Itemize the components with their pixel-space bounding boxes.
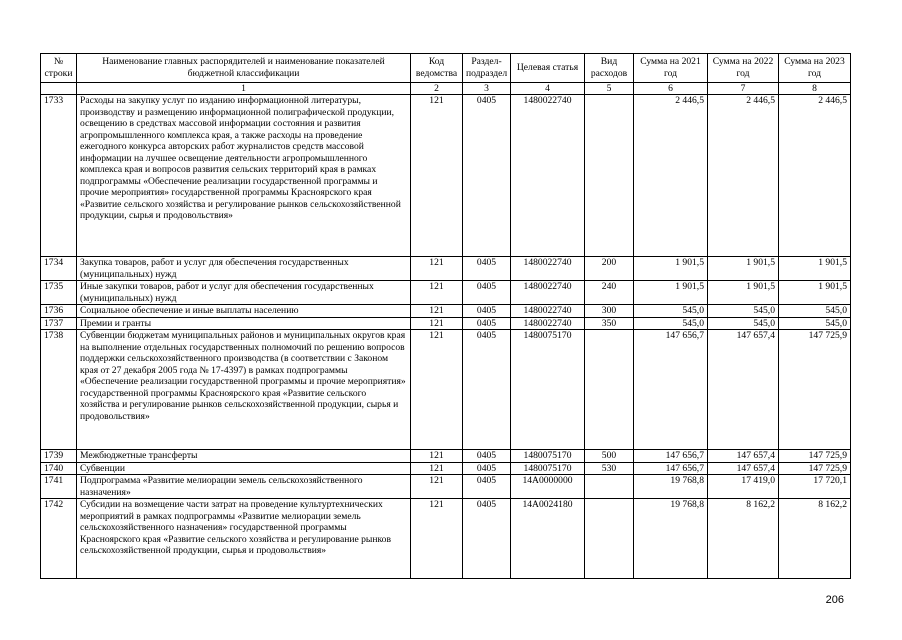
row-expense-type: 500 (585, 450, 634, 463)
row-sum-2021: 147 656,7 (634, 330, 708, 450)
row-number: 1737 (41, 317, 77, 330)
row-expense-type: 200 (585, 257, 634, 281)
header-row (41, 54, 851, 83)
row-expense-type (585, 499, 634, 579)
row-section: 0405 (463, 95, 511, 257)
row-target-article: 1480075170 (511, 450, 585, 463)
row-name: Закупка товаров, работ и услуг для обеспечения государственных (муниципальных) нужд (77, 257, 411, 281)
row-sum-2022: 147 657,4 (708, 462, 779, 475)
column-number-row (41, 83, 851, 95)
column-number: 3 (463, 83, 511, 95)
row-sum-2023: 545,0 (779, 317, 851, 330)
row-department-code: 121 (411, 475, 463, 499)
row-sum-2021: 1 901,5 (634, 257, 708, 281)
row-target-article: 1480022740 (511, 305, 585, 318)
header-name: Наименование главных распорядителей и наименование показателей бюджетной классификации (77, 54, 411, 83)
table-row (41, 475, 851, 499)
row-sum-2022: 147 657,4 (708, 330, 779, 450)
row-section: 0405 (463, 462, 511, 475)
row-sum-2021: 1 901,5 (634, 281, 708, 305)
header-sum-2022: Сумма на 2022 год (708, 54, 779, 83)
row-sum-2023: 1 901,5 (779, 257, 851, 281)
row-expense-type: 530 (585, 462, 634, 475)
row-expense-type (585, 95, 634, 257)
header-sum-2021: Сумма на 2021 год (634, 54, 708, 83)
header-sum-2023: Сумма на 2023 год (779, 54, 851, 83)
row-sum-2021: 545,0 (634, 317, 708, 330)
row-department-code: 121 (411, 330, 463, 450)
row-expense-type: 300 (585, 305, 634, 318)
row-section: 0405 (463, 281, 511, 305)
table-row (41, 330, 851, 450)
column-number: 5 (585, 83, 634, 95)
row-sum-2022: 17 419,0 (708, 475, 779, 499)
table-row (41, 499, 851, 579)
row-section: 0405 (463, 257, 511, 281)
row-number: 1739 (41, 450, 77, 463)
row-name: Премии и гранты (77, 317, 411, 330)
row-section: 0405 (463, 450, 511, 463)
row-number: 1733 (41, 95, 77, 257)
row-target-article: 14А0024180 (511, 499, 585, 579)
header-department-code: Код ведомства (411, 54, 463, 83)
row-sum-2023: 147 725,9 (779, 330, 851, 450)
row-sum-2021: 19 768,8 (634, 499, 708, 579)
header-target-article: Целевая статья (511, 54, 585, 83)
table-row (41, 95, 851, 257)
budget-table (40, 53, 851, 579)
table-row (41, 257, 851, 281)
row-sum-2021: 545,0 (634, 305, 708, 318)
row-sum-2021: 19 768,8 (634, 475, 708, 499)
row-target-article: 1480022740 (511, 257, 585, 281)
row-name: Иные закупки товаров, работ и услуг для обеспечения государственных (муниципальных) нужд (77, 281, 411, 305)
row-number: 1734 (41, 257, 77, 281)
table-row (41, 305, 851, 318)
row-department-code: 121 (411, 305, 463, 318)
page-number: 206 (825, 594, 844, 606)
row-section: 0405 (463, 475, 511, 499)
row-sum-2021: 147 656,7 (634, 462, 708, 475)
row-sum-2021: 2 446,5 (634, 95, 708, 257)
row-department-code: 121 (411, 95, 463, 257)
header-section: Раздел-подраздел (463, 54, 511, 83)
row-sum-2023: 147 725,9 (779, 462, 851, 475)
row-sum-2022: 8 162,2 (708, 499, 779, 579)
table-row (41, 281, 851, 305)
column-number: 4 (511, 83, 585, 95)
row-number: 1742 (41, 499, 77, 579)
row-sum-2022: 2 446,5 (708, 95, 779, 257)
row-target-article: 1480075170 (511, 330, 585, 450)
row-number: 1740 (41, 462, 77, 475)
row-sum-2022: 1 901,5 (708, 281, 779, 305)
column-number: 1 (77, 83, 411, 95)
row-department-code: 121 (411, 281, 463, 305)
row-section: 0405 (463, 330, 511, 450)
row-expense-type (585, 330, 634, 450)
table-row (41, 462, 851, 475)
header-row-number: № строки (41, 54, 77, 83)
row-department-code: 121 (411, 450, 463, 463)
row-expense-type: 240 (585, 281, 634, 305)
row-expense-type (585, 475, 634, 499)
row-department-code: 121 (411, 317, 463, 330)
row-sum-2023: 17 720,1 (779, 475, 851, 499)
row-sum-2021: 147 656,7 (634, 450, 708, 463)
row-expense-type: 350 (585, 317, 634, 330)
header-expense-type: Вид расходов (585, 54, 634, 83)
column-number: 8 (779, 83, 851, 95)
row-section: 0405 (463, 499, 511, 579)
row-sum-2022: 147 657,4 (708, 450, 779, 463)
column-number: 2 (411, 83, 463, 95)
table-row (41, 317, 851, 330)
row-name: Расходы на закупку услуг по изданию информационной литературы, производству и размещению информационной полиграфической продукции, освещению в средствах массовой информации состояния и развития агропромышленного комплекса края, а также расходы на проведение ежегодного конкурса авторских работ журналистов средств массовой информации на лучшее освещение деятельности агропромышленного комплекса края и вопросов развития сельских территорий края в рамках подпрограммы «Обеспечение реализации государственной программы и прочие мероприятия» государственной программы Красноярского края «Развитие сельского хозяйства и регулирование рынков сельскохозяйственной продукции, сырья и продовольствия» (77, 95, 411, 257)
row-sum-2022: 545,0 (708, 305, 779, 318)
row-sum-2023: 147 725,9 (779, 450, 851, 463)
row-number: 1736 (41, 305, 77, 318)
row-target-article: 1480075170 (511, 462, 585, 475)
row-sum-2023: 8 162,2 (779, 499, 851, 579)
table-row (41, 450, 851, 463)
column-number: 6 (634, 83, 708, 95)
row-sum-2022: 1 901,5 (708, 257, 779, 281)
row-name: Субвенции (77, 462, 411, 475)
row-sum-2022: 545,0 (708, 317, 779, 330)
row-number: 1738 (41, 330, 77, 450)
row-target-article: 14А0000000 (511, 475, 585, 499)
row-department-code: 121 (411, 499, 463, 579)
row-target-article: 1480022740 (511, 317, 585, 330)
row-section: 0405 (463, 317, 511, 330)
column-number: 7 (708, 83, 779, 95)
row-sum-2023: 2 446,5 (779, 95, 851, 257)
row-target-article: 1480022740 (511, 281, 585, 305)
row-name: Подпрограмма «Развитие мелиорации земель сельскохозяйственного назначения» (77, 475, 411, 499)
row-section: 0405 (463, 305, 511, 318)
row-sum-2023: 545,0 (779, 305, 851, 318)
column-number (41, 83, 77, 95)
row-name: Субвенции бюджетам муниципальных районов и муниципальных округов края на выполнение отдельных государственных полномочий по решению вопросов поддержки сельскохозяйственного производства (в соответствии с Законом края от 27 декабря 2005 года № 17-4397) в рамках подпрограммы «Обеспечение реализации государственной программы и прочие мероприятия» государственной программы Красноярского края «Развитие сельского хозяйства и регулирование рынков сельскохозяйственной продукции, сырья и продовольствия» (77, 330, 411, 450)
row-department-code: 121 (411, 257, 463, 281)
row-sum-2023: 1 901,5 (779, 281, 851, 305)
row-name: Межбюджетные трансферты (77, 450, 411, 463)
row-number: 1735 (41, 281, 77, 305)
row-name: Субсидии на возмещение части затрат на проведение культуртехнических мероприятий в рамках подпрограммы «Развитие мелиорации земель сельскохозяйственного назначения» государственной программы Красноярского края «Развитие сельского хозяйства и регулирование рынков сельскохозяйственной продукции, сырья и продовольствия» (77, 499, 411, 579)
row-target-article: 1480022740 (511, 95, 585, 257)
row-name: Социальное обеспечение и иные выплаты населению (77, 305, 411, 318)
row-department-code: 121 (411, 462, 463, 475)
row-number: 1741 (41, 475, 77, 499)
